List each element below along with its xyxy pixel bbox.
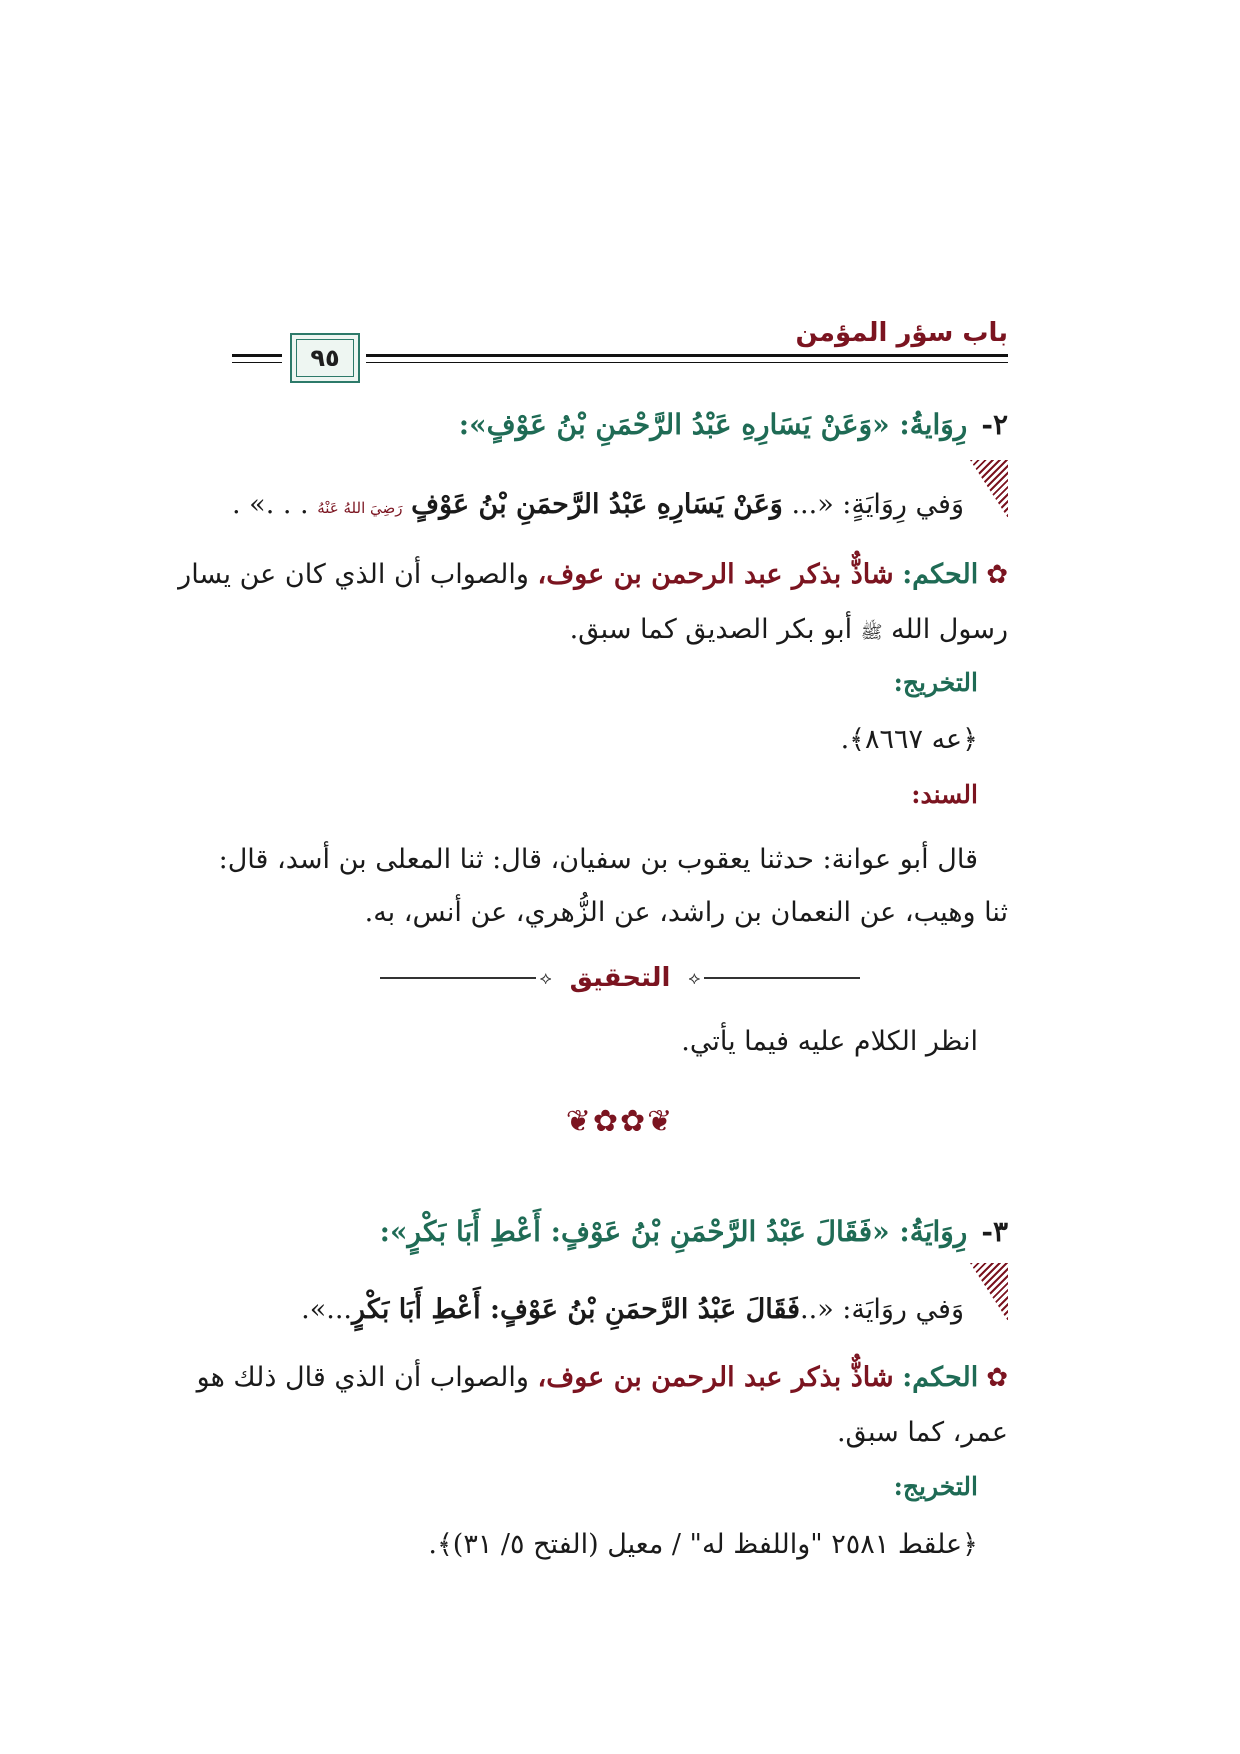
entry-2-heading (459, 405, 1008, 445)
takhrij-label: التخريج: (893, 1472, 978, 1501)
quote-corner-icon (970, 1263, 1008, 1321)
flower-icon: ✿ (986, 560, 1008, 590)
divider-ornament-icon: ⟡ (688, 967, 701, 989)
running-title: باب سؤر المؤمن (795, 318, 1008, 348)
entry-2-number: ٢- (981, 408, 1008, 441)
entry-3-quote-intro: وَفي روَايَة: «.. (800, 1294, 964, 1325)
divider-ornament-icon: ⟡ (539, 967, 552, 989)
ruling-line2-b: أبو بكر الصديق كما سبق. (569, 614, 853, 645)
entry-3-quote-bold: فَقَالَ عَبْدُ الرَّحمَنِ بْنُ عَوْفٍ: أَعْطِ أَبَا بَكْرٍ (352, 1294, 801, 1325)
ruling-rest: والصواب أن الذي كان عن يسار (178, 559, 529, 590)
sanad-line-1: قال أبو عوانة: حدثنا يعقوب بن سفيان، قال: ثنا المعلى بن أسد، قال: (218, 844, 978, 875)
entry-3-quote (301, 1290, 964, 1330)
entry-3-title: رِوَايَةُ: «فَقَالَ عَبْدُ الرَّحْمَنِ بْنُ عَوْفٍ: أَعْطِ أَبَا بَكْرٍ»: (379, 1215, 968, 1248)
ruling-label: الحكم: (902, 559, 979, 590)
takhrij-label: التخريج: (893, 668, 978, 697)
header-rule-top (366, 354, 1008, 357)
divider-rule-right (704, 977, 860, 979)
entry-3-ruling (197, 1358, 1008, 1398)
takhrij-text: ﴿علقط ٢٥٨١ "واللفظ له" / معيل (الفتح ٥/ ٣١)﴾. (428, 1529, 978, 1560)
ruling-bold: شاذٌّ بذكر عبد الرحمن بن عوف، (537, 559, 894, 590)
ruling-line2-a: رسول الله (891, 614, 1008, 645)
tahqiq-title: التحقيق (569, 963, 671, 993)
entry-3-ruling-line2: عمر، كما سبق. (836, 1417, 1008, 1448)
entry-2-ruling (178, 555, 1008, 595)
flower-icon: ✿ (986, 1363, 1008, 1393)
entry-2-quote-bold: وَعَنْ يَسَارِهِ عَبْدُ الرَّحمَنِ بْنُ عَوْفٍ (411, 489, 783, 520)
entry-3-number: ٣- (981, 1215, 1008, 1248)
entry-2-ruling-line2 (570, 610, 1008, 653)
ruling-bold: شاذٌّ بذكر عبد الرحمن بن عوف، (537, 1362, 894, 1393)
entry-2-quote (232, 485, 964, 528)
tahqiq-divider (380, 958, 860, 998)
sanad-line-2: ثنا وهيب، عن النعمان بن راشد، عن الزُّهري، عن أنس، به. (364, 897, 1008, 928)
entry-3-heading (380, 1212, 1008, 1252)
entry-2-quote-end: . . .» . (232, 489, 309, 520)
header-rule-bottom (366, 362, 1008, 363)
takhrij-text: ﴿عه ٨٦٦٧﴾. (840, 724, 978, 755)
quote-corner-icon (970, 460, 1008, 518)
page-number: ٩٥ (310, 344, 340, 372)
entry-2-title: رِوَايةُ: «وَعَنْ يَسَارِهِ عَبْدُ الرَّحْمَنِ بْنُ عَوْفٍ»: (458, 408, 968, 441)
prophet-honorific: ﷺ (860, 622, 883, 643)
entry-3-quote-end: ...». (301, 1294, 353, 1325)
header-rule-left-top (232, 354, 282, 357)
ruling-label: الحكم: (902, 1362, 979, 1393)
divider-rule-left (380, 977, 536, 979)
sanad-label: السند: (911, 780, 978, 809)
header-rule-left-bottom (232, 362, 282, 363)
entry-2-quote-intro: وَفي رِوَايَةٍ: «... (791, 489, 964, 520)
page-number-box (290, 333, 360, 383)
ruling-rest: والصواب أن الذي قال ذلك هو (196, 1362, 529, 1393)
honorific: رَضِيَ اللهُ عَنْهُ (317, 499, 403, 517)
tahqiq-text: انظر الكلام عليه فيما يأتي. (681, 1026, 978, 1057)
floral-ornament-icon: ❦✿✿❦ (565, 1104, 675, 1139)
